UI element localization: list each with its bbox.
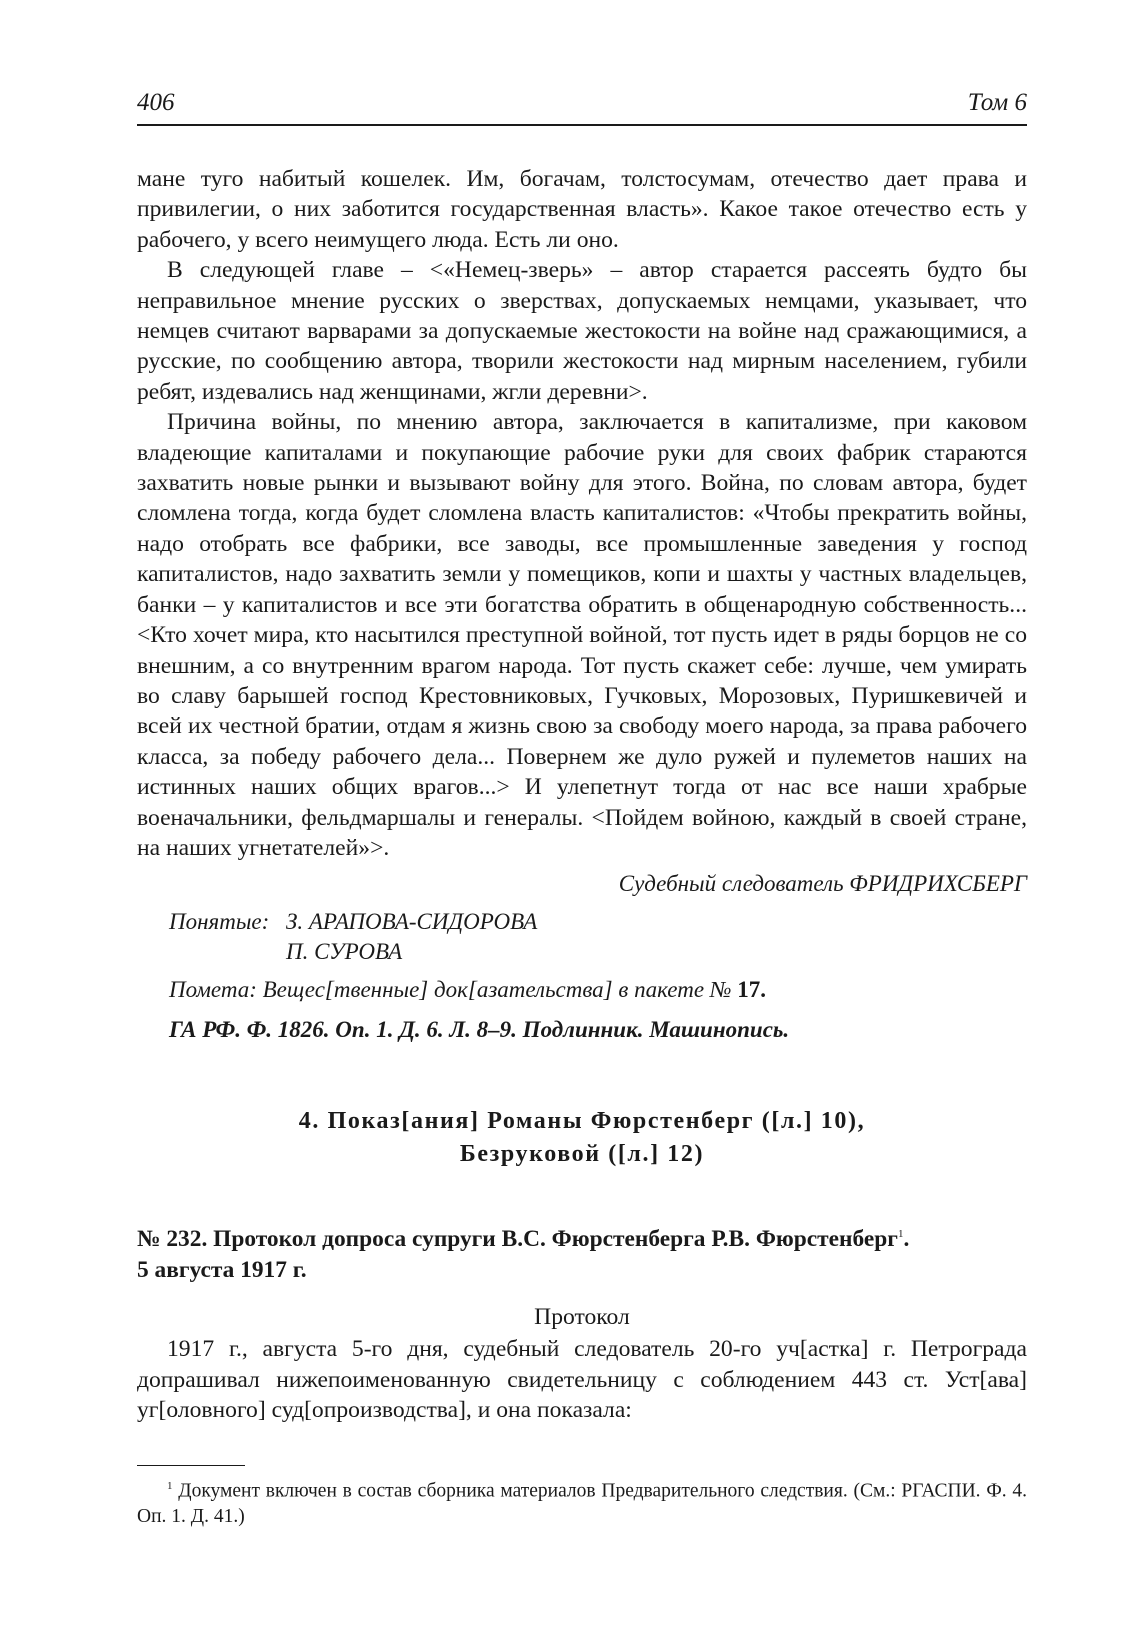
document-title bbox=[137, 1219, 1027, 1286]
footnote-mark: 1 bbox=[167, 1480, 173, 1493]
section-title bbox=[137, 1105, 1027, 1171]
evidence-note-number: 17. bbox=[737, 977, 766, 1003]
protocol-heading: Протокол bbox=[534, 1304, 630, 1331]
witness-name-1: З. АРАПОВА-СИДОРОВА bbox=[286, 909, 538, 935]
body-text bbox=[137, 164, 1027, 863]
footnote-ref[interactable]: 1 bbox=[897, 1228, 904, 1241]
witnesses-label: Понятые: bbox=[169, 909, 270, 935]
protocol-paragraph: 1917 г., августа 5-го дня, судебный следователь 20-го уч[астка] г. Петрограда допрашивал нижепоименованную свидетельницу с соблюдением 443 ст. Уст[ава] уг[оловного] суд[опроизводства], и она показала: bbox=[137, 1336, 1027, 1423]
section-title-line-1: 4. Показ[ания] Романы Фюрстенберг ([л.] 10), bbox=[298, 1108, 866, 1135]
section-title-line-2: Безруковой ([л.] 12) bbox=[459, 1141, 705, 1168]
document-title-main: № 232. Протокол допроса супруги В.С. Фюрстенберга Р.В. Фюрстенберг bbox=[137, 1226, 898, 1253]
document-date: 5 августа 1917 г. bbox=[137, 1257, 307, 1284]
footnote-text: Документ включен в состав сборника материалов Предварительного следствия. (См.: РГАСПИ. Ф. 4. Оп. 1. Д. 41.) bbox=[137, 1480, 1027, 1527]
document-title-end: . bbox=[903, 1226, 910, 1253]
paragraph-1: мане туго набитый кошелек. Им, богачам, толстосумам, отечество дает права и привилегии, о них заботится государственная власть». Какое такое отечество есть у рабочего, у всего неимущего люда. Есть ли оно. bbox=[137, 166, 1027, 253]
protocol-text bbox=[137, 1334, 1027, 1425]
evidence-note bbox=[169, 975, 1027, 1005]
archive-reference: ГА РФ. Ф. 1826. Оп. 1. Д. 6. Л. 8–9. Подлинник. Машинопись. bbox=[169, 1017, 790, 1043]
running-head bbox=[137, 88, 1027, 126]
investigator-signature: Судебный следователь ФРИДРИХСБЕРГ bbox=[618, 871, 1027, 897]
page-number: 406 bbox=[137, 89, 175, 116]
volume-label: Том 6 bbox=[967, 89, 1027, 116]
paragraph-3: Причина войны, по мнению автора, заключается в капитализме, при каковом владеющие капиталами и покупающие рабочие руки для своих фабрик стараются захватить новые рынки и вызывают войну для этого. Война, по словам автора, будет сломлена тогда, когда будет сломлена власть капиталистов: «Чтобы прекратить войны, надо отобрать все фабрики, все заводы, все промышленные заведения у господ капиталистов, надо захватить земли у помещиков, копи и шахты у частных владельцев, банки – у капиталистов и все эти богатства обратить в общенародную собственность... <Кто хочет мира, кто насытился преступной войной, тот пусть идет в ряды борцов не со внешним, а со внутренним врагом народа. Тот пусть скажет себе: лучше, чем умирать во славу барышей господ Крестовниковых, Гучковых, Морозовых, Пуришкевичей и всей их честной братии, отдам я жизнь свою за свободу моего народа, за права рабочего класса, за победу рабочего дела... Повернем же дуло ружей и пулеметов наших на истинных наших общих врагов...> И улепетнут тогда от нас все наши храбрые военачальники, фельдмаршалы и генералы. <Пойдем войною, каждый в своей стране, на наших угнетателей»>. bbox=[137, 409, 1027, 861]
footnote bbox=[137, 1474, 1027, 1529]
evidence-note-text: Помета: Вещес[твенные] док[азательства] в пакете № bbox=[169, 977, 732, 1003]
footnote-divider bbox=[137, 1465, 245, 1466]
page bbox=[137, 88, 1027, 1529]
paragraph-2: В следующей главе – <«Немец-зверь» – автор старается рассеять будто бы неправильное мнение русских о зверствах, допускаемых немцами, указывает, что немцев считают варварами за допускаемые жестокости на войне над сражающимися, а русские, по сообщению автора, творили жестокости над мирным населением, губили ребят, издевались над женщинами, жгли деревни>. bbox=[137, 257, 1027, 405]
witnesses-block bbox=[169, 907, 1027, 967]
witness-name-2: П. СУРОВА bbox=[286, 939, 403, 965]
